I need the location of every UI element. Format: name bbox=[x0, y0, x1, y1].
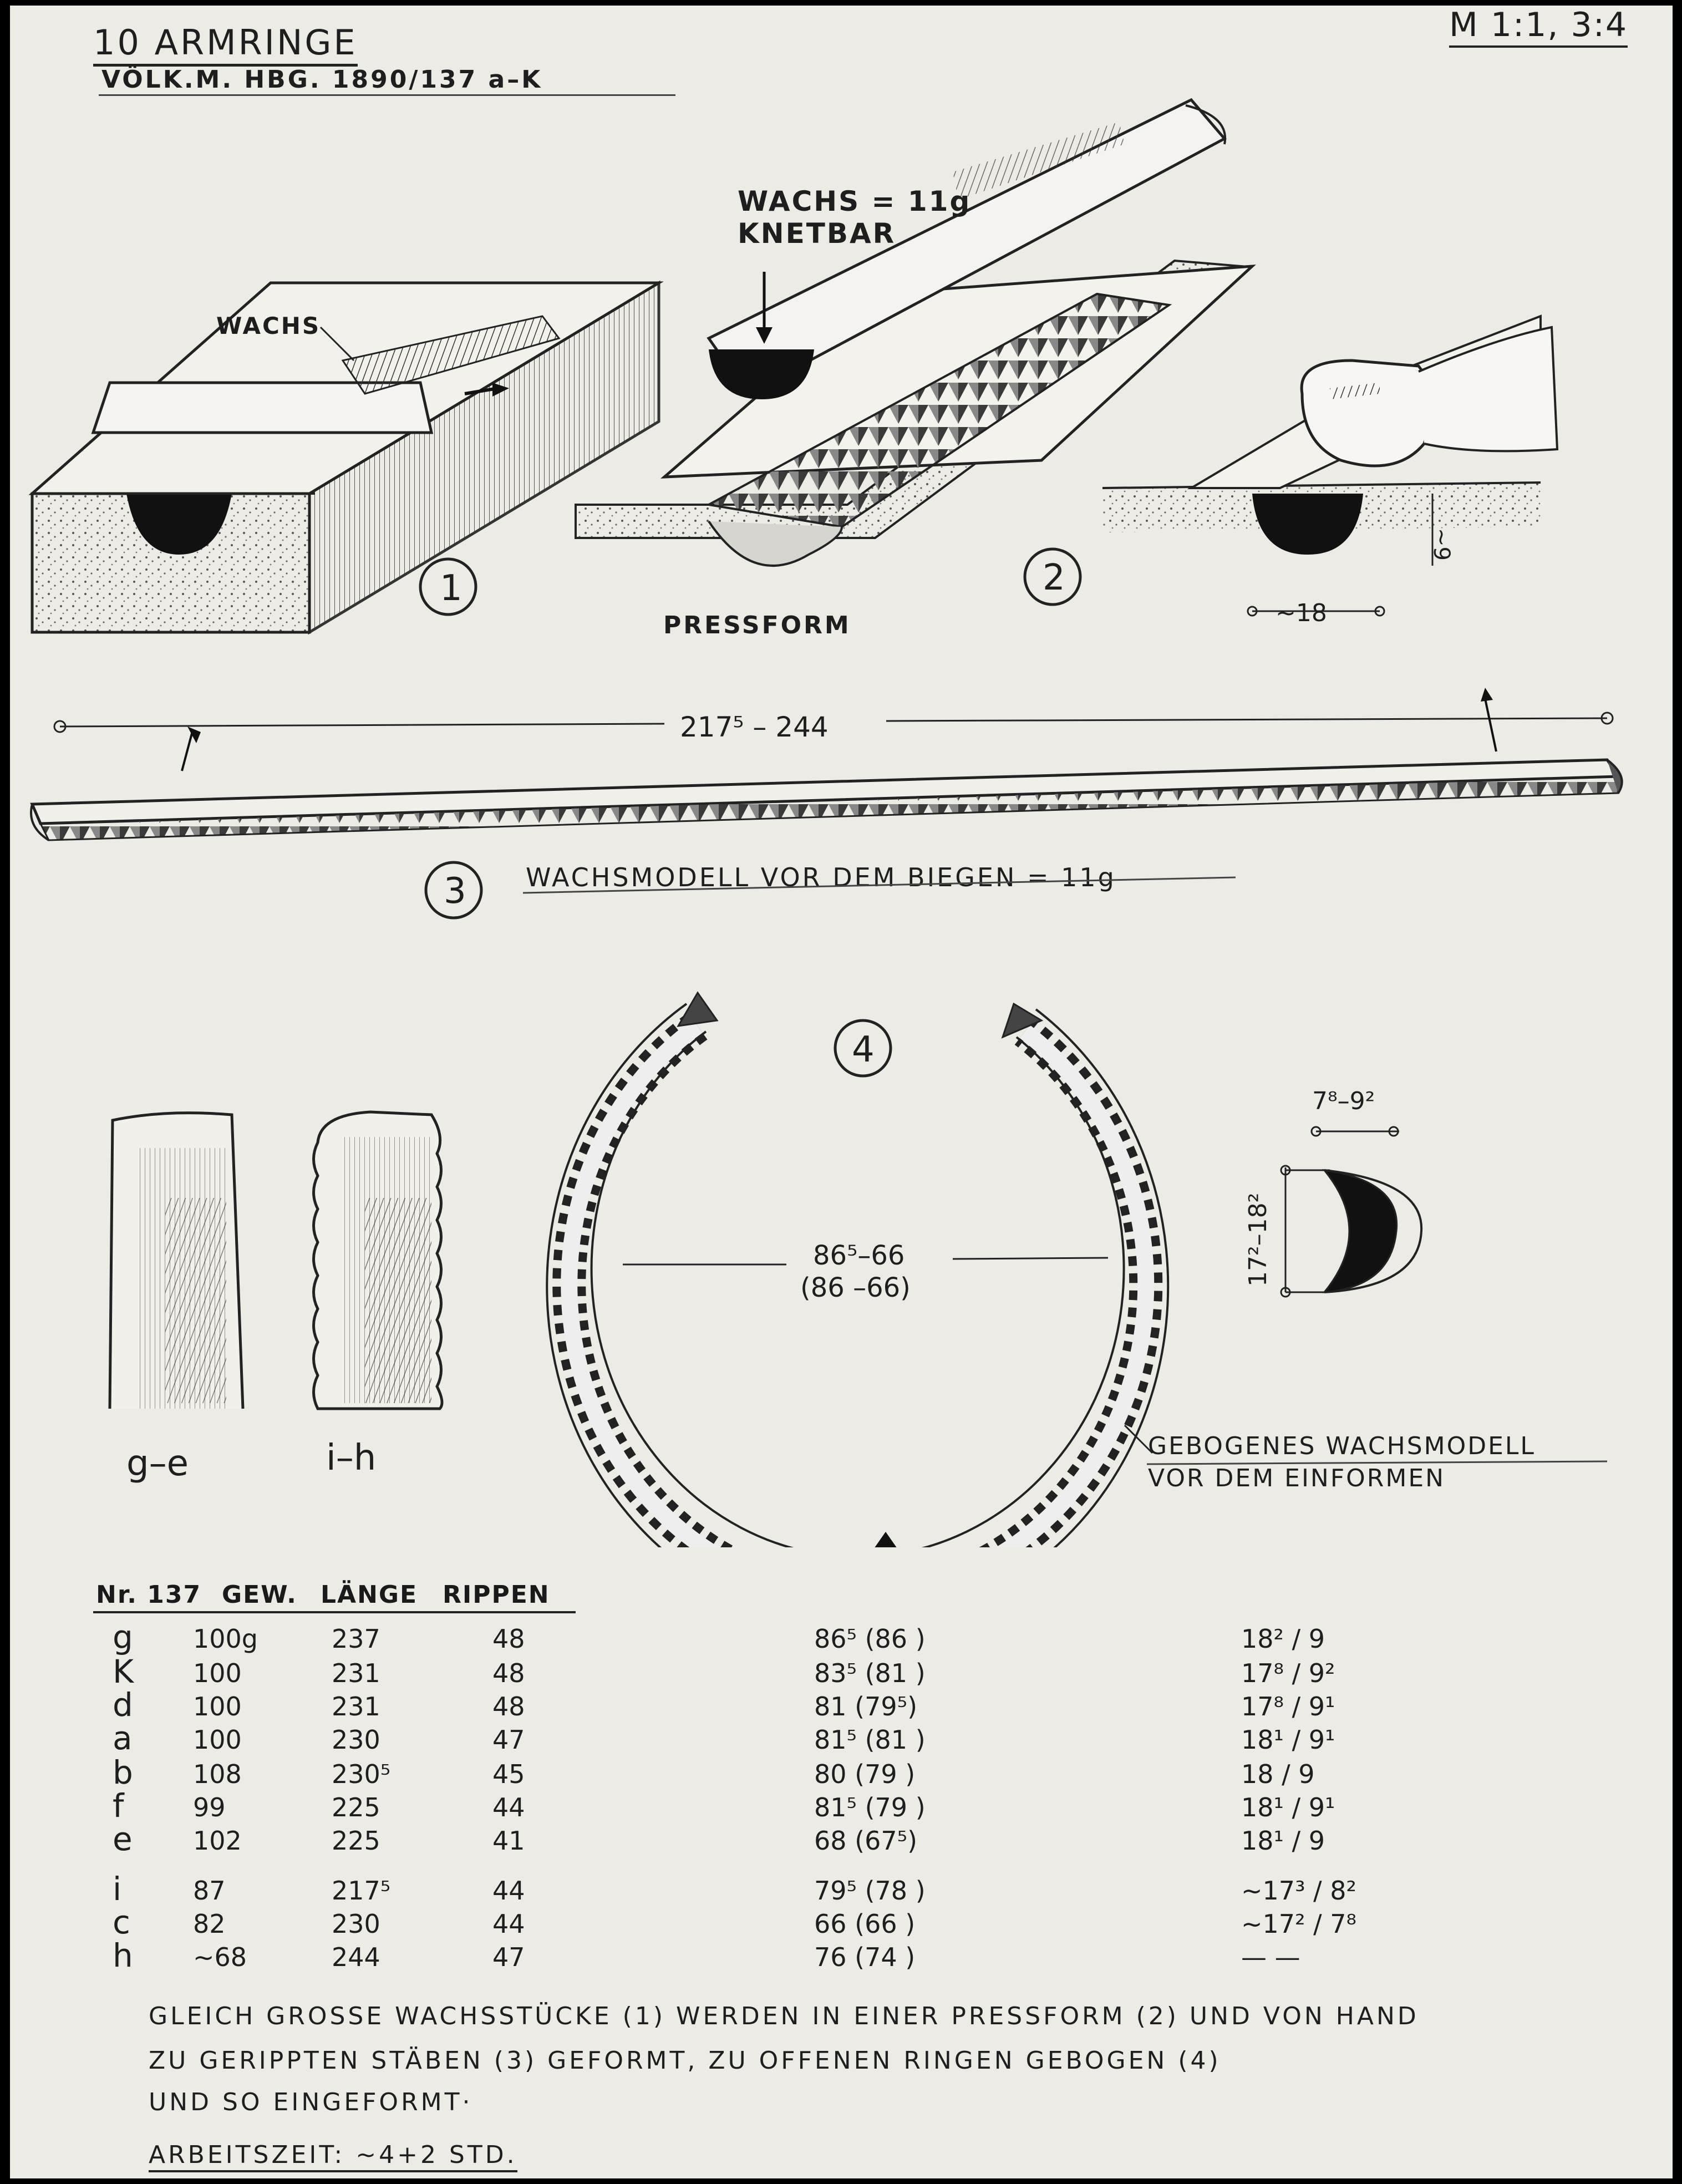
cell-rippen: 47 bbox=[492, 1725, 525, 1755]
cell-laenge: 231 bbox=[332, 1658, 380, 1688]
cell-diameter: 79⁵ (78 ) bbox=[814, 1876, 926, 1906]
cell-diameter: 76 (74 ) bbox=[814, 1942, 916, 1972]
cell-nr: e bbox=[113, 1820, 133, 1858]
footer-line-2: ZU GERIPPTEN STÄBEN (3) GEFORMT, ZU OFFENEN RINGEN GEBOGEN (4) bbox=[149, 2046, 1221, 2075]
cell-gew: 100 bbox=[193, 1725, 242, 1755]
cell-diameter: 81 (79⁵) bbox=[814, 1692, 918, 1721]
measurement-table bbox=[10, 6, 1673, 2178]
figure-2-knetbar: KNETBAR bbox=[738, 217, 896, 250]
page-title: 10 ARMRINGE bbox=[93, 22, 358, 67]
thumb-dim-width: ~18 bbox=[1276, 599, 1327, 627]
thumb-dim-height: ~9 bbox=[1429, 528, 1454, 561]
cell-rippen: 44 bbox=[492, 1876, 525, 1906]
cell-laenge: 217⁵ bbox=[332, 1876, 391, 1906]
cell-laenge: 244 bbox=[332, 1942, 380, 1972]
col-header-nr: Nr. 137 bbox=[96, 1581, 202, 1609]
cell-nr: b bbox=[113, 1754, 133, 1791]
cell-gew: 108 bbox=[193, 1759, 242, 1789]
pressform-label: PRESSFORM bbox=[663, 611, 851, 639]
cell-section: 18¹ / 9 bbox=[1241, 1826, 1325, 1856]
cell-nr: a bbox=[113, 1719, 133, 1757]
cell-diameter: 68 (67⁵) bbox=[814, 1826, 918, 1856]
museum-reference: VÖLK.M. HBG. 1890/137 a–K bbox=[101, 65, 543, 94]
cell-diameter: 66 (66 ) bbox=[814, 1909, 916, 1939]
cell-gew: ~68 bbox=[193, 1942, 247, 1972]
cell-diameter: 86⁵ (86 ) bbox=[814, 1624, 926, 1654]
cell-rippen: 45 bbox=[492, 1759, 525, 1789]
cell-gew: 102 bbox=[193, 1826, 242, 1856]
cell-section: 18¹ / 9¹ bbox=[1241, 1792, 1335, 1822]
ring-caption-2: VOR DEM EINFORMEN bbox=[1148, 1464, 1446, 1492]
cell-gew: 99 bbox=[193, 1792, 226, 1822]
cell-rippen: 48 bbox=[492, 1692, 525, 1721]
cell-nr: c bbox=[113, 1903, 130, 1941]
figure-2-number: 2 bbox=[1043, 557, 1065, 598]
cell-nr: d bbox=[113, 1686, 133, 1724]
cell-section: 17⁸ / 9¹ bbox=[1241, 1692, 1335, 1721]
cell-diameter: 81⁵ (81 ) bbox=[814, 1725, 926, 1755]
cell-laenge: 230 bbox=[332, 1909, 380, 1939]
cell-section: ~17³ / 8² bbox=[1241, 1876, 1356, 1906]
cell-laenge: 230 bbox=[332, 1725, 380, 1755]
cell-nr: h bbox=[113, 1937, 133, 1974]
footer-line-1: GLEICH GROSSE WACHSSTÜCKE (1) WERDEN IN EINER PRESSFORM (2) UND VON HAND bbox=[149, 2002, 1419, 2030]
section-height: 17²–18² bbox=[1244, 1192, 1272, 1287]
header-underline bbox=[93, 1611, 576, 1613]
cell-rippen: 41 bbox=[492, 1826, 525, 1856]
cell-section: 17⁸ / 9² bbox=[1241, 1658, 1335, 1688]
figure-3-caption: WACHSMODELL VOR DEM BIEGEN = 11g bbox=[526, 862, 1116, 892]
cell-nr: i bbox=[113, 1870, 122, 1908]
cell-rippen: 44 bbox=[492, 1909, 525, 1939]
figure-4-number: 4 bbox=[852, 1029, 875, 1070]
cell-section: 18¹ / 9¹ bbox=[1241, 1725, 1335, 1755]
figure-1-wachs-label: WACHS bbox=[216, 312, 321, 339]
cell-laenge: 237 bbox=[332, 1624, 380, 1654]
ring-caption-1: GEBOGENES WACHSMODELL bbox=[1148, 1432, 1536, 1460]
cell-diameter: 81⁵ (79 ) bbox=[814, 1792, 926, 1822]
cell-section: — — bbox=[1241, 1942, 1300, 1972]
end-label-ge: g–e bbox=[126, 1443, 189, 1484]
figure-3-number: 3 bbox=[444, 871, 466, 912]
cell-section: 18 / 9 bbox=[1241, 1759, 1315, 1789]
cell-nr: g bbox=[113, 1618, 133, 1656]
drawing-sheet bbox=[10, 6, 1673, 2178]
end-label-ih: i–h bbox=[326, 1438, 377, 1479]
cell-gew: 100 bbox=[193, 1692, 242, 1721]
footer-line-3: UND SO EINGEFORMT· bbox=[149, 2088, 473, 2116]
figure-2-wax-weight: WACHS = 11g bbox=[738, 185, 972, 217]
cell-rippen: 44 bbox=[492, 1792, 525, 1822]
col-header-rippen: RIPPEN bbox=[443, 1581, 550, 1609]
cell-gew: 87 bbox=[193, 1876, 226, 1906]
cell-rippen: 48 bbox=[492, 1658, 525, 1688]
cell-diameter: 83⁵ (81 ) bbox=[814, 1658, 926, 1688]
cell-laenge: 230⁵ bbox=[332, 1759, 391, 1789]
cell-laenge: 231 bbox=[332, 1692, 380, 1721]
cell-nr: K bbox=[113, 1653, 134, 1690]
ring-diameter-2: (86 –66) bbox=[800, 1272, 911, 1303]
cell-section: ~17² / 7⁸ bbox=[1241, 1909, 1356, 1939]
cell-gew: 100g bbox=[193, 1624, 258, 1654]
section-width: 7⁸–9² bbox=[1312, 1087, 1375, 1115]
cell-gew: 100 bbox=[193, 1658, 242, 1688]
cell-rippen: 47 bbox=[492, 1942, 525, 1972]
ring-diameter-1: 86⁵–66 bbox=[813, 1240, 905, 1271]
cell-rippen: 48 bbox=[492, 1624, 525, 1654]
cell-gew: 82 bbox=[193, 1909, 226, 1939]
cell-laenge: 225 bbox=[332, 1826, 380, 1856]
cell-laenge: 225 bbox=[332, 1792, 380, 1822]
cell-nr: f bbox=[113, 1787, 124, 1825]
col-header-laenge: LÄNGE bbox=[321, 1581, 418, 1609]
figure-3-length: 217⁵ – 244 bbox=[680, 711, 829, 743]
scale-label: M 1:1, 3:4 bbox=[1449, 6, 1628, 48]
cell-diameter: 80 (79 ) bbox=[814, 1759, 916, 1789]
work-time: ARBEITSZEIT: ~4+2 STD. bbox=[149, 2141, 517, 2172]
figure-1-number: 1 bbox=[440, 568, 463, 609]
cell-section: 18² / 9 bbox=[1241, 1624, 1325, 1654]
col-header-gew: GEW. bbox=[222, 1581, 297, 1609]
